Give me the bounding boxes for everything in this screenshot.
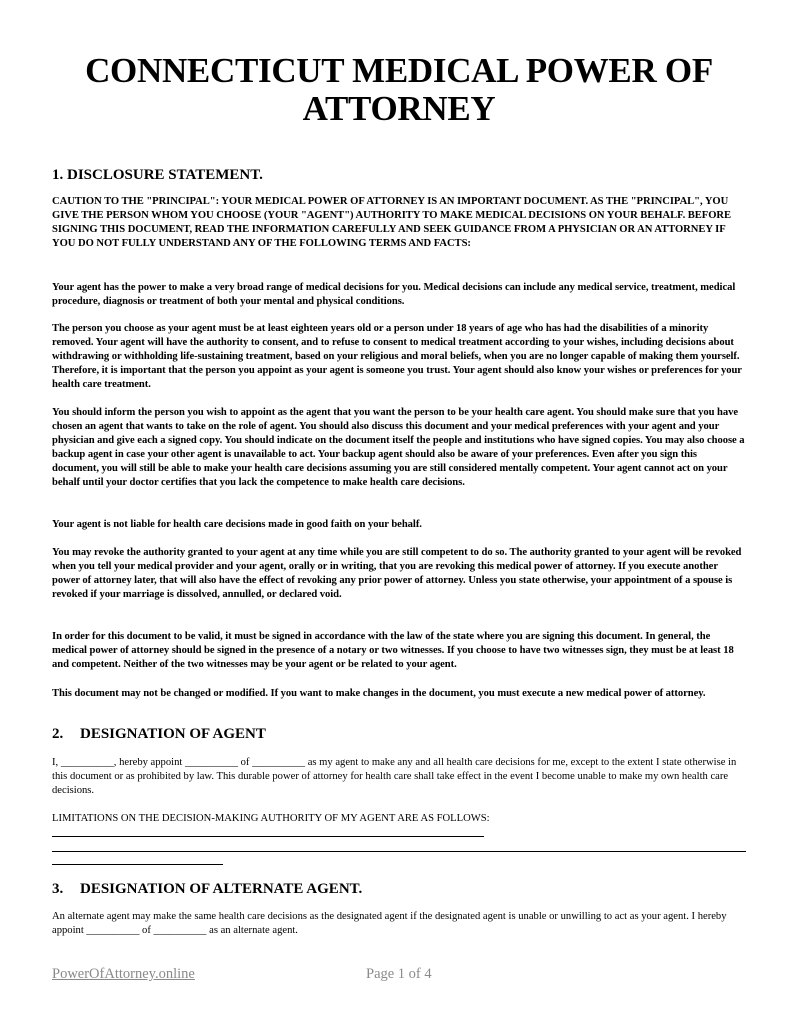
disclosure-paragraph-4: Your agent is not liable for health care decisions made in good faith on your behalf. (52, 519, 422, 530)
caution-paragraph: CAUTION TO THE "PRINCIPAL": YOUR MEDICAL POWER OF ATTORNEY IS AN IMPORTANT DOCUMENT. AS THE "PRINCIPAL", YOU GIVE THE PERSON WHOM YOU CHOOSE (YOUR "AGENT") AUTHORITY TO MAKE MEDICAL DECISIONS ON YOUR BEHALF. BEFORE SIGNING THIS DOCUMENT, READ THE INFORMATION CAREFULLY AND SEEK GUIDANCE FROM A PHYSICIAN OR AN ATTORNEY IF YOU DO NOT FULLY UNDERSTAND ANY OF THE FOLLOWING TERMS AND FACTS: (52, 196, 732, 249)
limitations-blank-line-3[interactable] (52, 864, 223, 865)
disclosure-paragraph-1: Your agent has the power to make a very broad range of medical decisions for you. Medical decisions can include any medical service, treatment, medical procedure, diagnosis or treatment of both your mental and physical conditions. (52, 282, 736, 307)
disclosure-paragraph-2: The person you choose as your agent must be at least eighteen years old or a person under 18 years of age who has had the disabilities of a minority removed. Your agent will have the authority to consent, and to refuse to consent to medical treatment according to your wishes, including decisions about withdrawing or withholding life-sustaining treatment, based on your religious and moral beliefs, when you are no longer capable of making them yourself. Therefore, it is important that the person you appoint as your agent is someone you trust. Your agent should also know your wishes or preferences for your health care treatment. (52, 323, 742, 390)
limitations-label: LIMITATIONS ON THE DECISION-MAKING AUTHORITY OF MY AGENT ARE AS FOLLOWS: (52, 813, 490, 824)
disclosure-heading: 1. DISCLOSURE STATEMENT. (52, 167, 263, 183)
page-number: Page 1 of 4 (366, 966, 432, 982)
disclosure-paragraph-3: You should inform the person you wish to appoint as the agent that you want the person to be your health care agent. You should make sure that you have chosen an agent that wants to take on the role of agent. You should also discuss this document and your medical preferences with your agent and your physician and give each a signed copy. You should indicate on the document itself the people and institutions who have signed copies. You may also choose a backup agent in case your other agent is unavailable to act. Your backup agent should also be aware of your preferences. Even after you sign this document, you will still be able to make your health care decisions assuming you are still considered mentally competent. Your agent cannot act on your behalf until your doctor certifies that you lack the competence to make health care decisions. (52, 407, 745, 488)
section-title: DESIGNATION OF ALTERNATE AGENT. (80, 881, 363, 897)
disclosure-paragraph-6: In order for this document to be valid, it must be signed in accordance with the law of the state where you are signing this document. In general, the medical power of attorney should be signed in the presence of a notary or two witnesses. If you choose to have two witnesses sign, they must be at least 18 and competent. Neither of the two witnesses may be your agent or be related to your agent. (52, 631, 734, 670)
designation-paragraph: I, __________, hereby appoint __________ of __________ as my agent to make any and all health care decisions for me, except to the extent I state otherwise in this document or as prohibited by law. This durable power of attorney for health care shall take effect in the event I become unable to make my own health care decisions. (52, 757, 737, 796)
section-number: 3. (52, 881, 64, 897)
disclosure-paragraph-7: This document may not be changed or modified. If you want to make changes in the document, you must execute a new medical power of attorney. (52, 688, 706, 699)
designation-heading (52, 725, 266, 743)
section-number: 2. (52, 726, 64, 742)
document-title: CONNECTICUT MEDICAL POWER OF ATTORNEY (85, 51, 713, 128)
alternate-paragraph: An alternate agent may make the same health care decisions as the designated agent if the designated agent is unable or unwilling to act as your agent. I hereby appoint __________ of __________ as an alternate agent. (52, 911, 727, 936)
disclosure-paragraph-5: You may revoke the authority granted to your agent at any time while you are still competent to do so. The authority granted to your agent will be revoked when you tell your medical provider and your agent, orally or in writing, that you are revoking this medical power of attorney. If you execute another power of attorney later, that will also have the effect of revoking any prior power of attorney. Unless you state otherwise, your appointment of a spouse is revoked if your marriage is dissolved, annulled, or declared void. (52, 547, 742, 600)
site-link[interactable]: PowerOfAttorney.online (52, 966, 195, 982)
limitations-blank-line-2[interactable] (52, 851, 746, 852)
limitations-blank-line-1[interactable] (52, 836, 484, 837)
alternate-heading (52, 880, 362, 898)
section-title: DESIGNATION OF AGENT (80, 726, 266, 742)
